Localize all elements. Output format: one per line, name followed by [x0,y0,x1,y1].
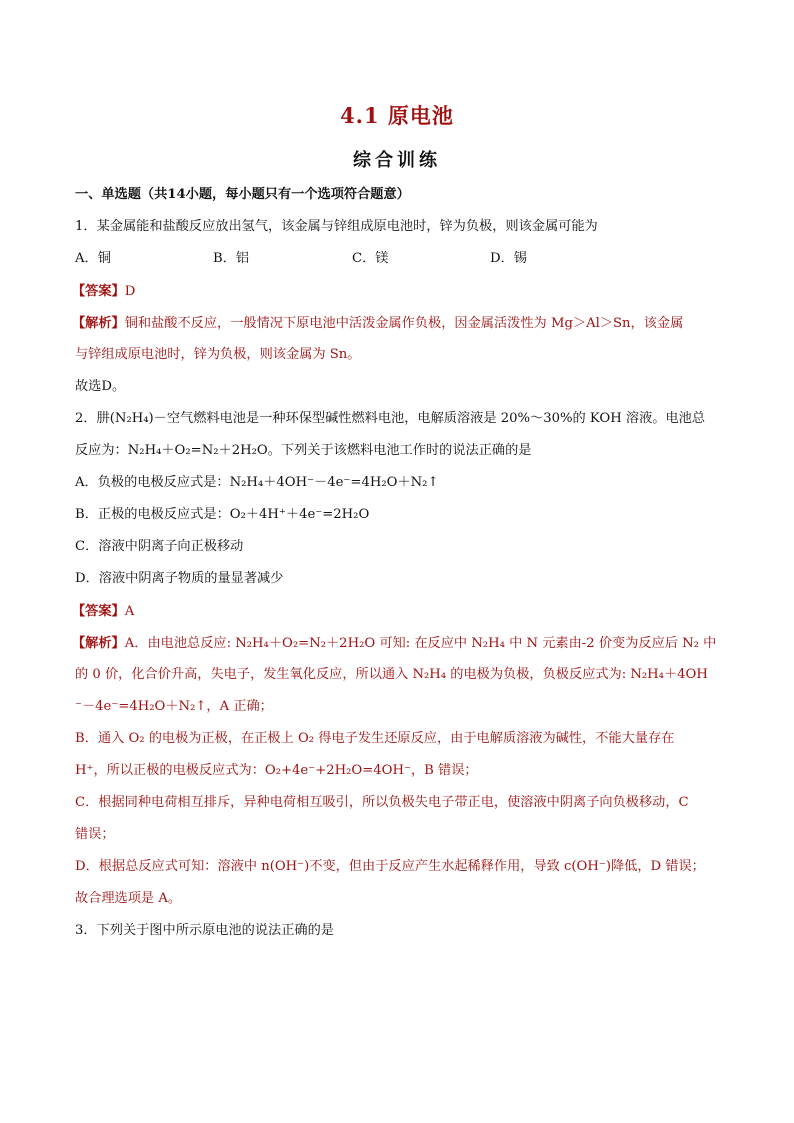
q2-analysis-line8: D．根据总反应式可知：溶液中 n(OH⁻)不变，但由于反应产生水起稀释作用，导致 c(OH⁻)降低，D 错误； [75,859,705,874]
page-title: 4.1 原电池 [340,103,454,128]
q2-stem-line1: 2．肼(N₂H₄)－空气燃料电池是一种环保型碱性燃料电池，电解质溶液是 20%～30%的 KOH 溶液。电池总 [75,411,706,426]
q2-analysis-label: 【解析】 [72,636,125,651]
q1-answer [72,283,135,301]
q1-answer-value: D [124,284,136,299]
q1-option-a: A．铜 [75,251,111,266]
q2-option-a: A．负极的电极反应式是：N₂H₄＋4OH⁻－4e⁻=4H₂O＋N₂↑ [75,475,439,490]
q1-option-d: D．锡 [490,251,527,266]
section-heading: 一、单选题（共14小题，每小题只有一个选项符合题意） [75,187,410,202]
q1-analysis-text1: 铜和盐酸不反应，一般情况下原电池中活泼金属作负极，因金属活泼性为 Mg＞Al＞Sn，该金属 [124,316,684,331]
q1-analysis-label: 【解析】 [72,316,125,331]
q2-answer-value: A [124,604,135,619]
q2-stem-line2: 反应为：N₂H₄＋O₂=N₂＋2H₂O。下列关于该燃料电池工作时的说法正确的是 [75,443,532,458]
q2-analysis-line7: 错误； [75,827,115,842]
q1-conclusion: 故选D。 [75,379,126,394]
q2-answer-label: 【答案】 [72,604,125,619]
q1-stem: 1．某金属能和盐酸反应放出氢气，该金属与锌组成原电池时，锌为负极，则该金属可能为 [75,219,598,234]
q2-analysis-line1 [72,635,716,653]
q1-option-c: C．镁 [352,251,389,266]
q2-analysis-line4: B．通入 O₂ 的电极为正极，在正极上 O₂ 得电子发生还原反应，由于电解质溶液为碱性，不能大量存在 [75,731,675,746]
q2-analysis-line6: C．根据同种电荷相互排斥，异种电荷相互吸引，所以负极失电子带正电，使溶液中阴离子向负极移动，C [75,795,689,810]
q1-answer-label: 【答案】 [72,284,125,299]
page-subtitle: 综合训练 [353,150,441,171]
q2-option-c: C．溶液中阴离子向正极移动 [75,539,244,554]
q2-analysis-line9: 故合理选项是 A。 [75,891,182,906]
q2-analysis-text1: A．由电池总反应: N₂H₄＋O₂=N₂＋2H₂O 可知: 在反应中 N₂H₄ 中 N 元素由-2 价变为反应后 N₂ 中 [124,636,717,651]
q2-analysis-line5: H⁺，所以正极的电极反应式为：O₂+4e⁻+2H₂O=4OH⁻，B 错误； [75,763,478,778]
q2-answer [72,603,134,621]
q1-analysis-line2: 与锌组成原电池时，锌为负极，则该金属为 Sn。 [75,347,361,362]
q2-analysis-line3: ⁻－4e⁻=4H₂O＋N₂↑，A 正确； [75,699,273,714]
q2-option-d: D．溶液中阴离子物质的量显著减少 [75,571,284,586]
q1-option-b: B．铝 [213,251,250,266]
q2-analysis-line2: 的 0 价，化合价升高，失电子，发生氧化反应，所以通入 N₂H₄ 的电极为负极，负极反应式为: N₂H₄＋4OH [75,667,708,682]
q3-stem: 3．下列关于图中所示原电池的说法正确的是 [75,923,334,938]
q2-option-b: B．正极的电极反应式是：O₂＋4H⁺＋4e⁻=2H₂O [75,507,370,522]
q1-analysis-line1 [72,315,683,333]
